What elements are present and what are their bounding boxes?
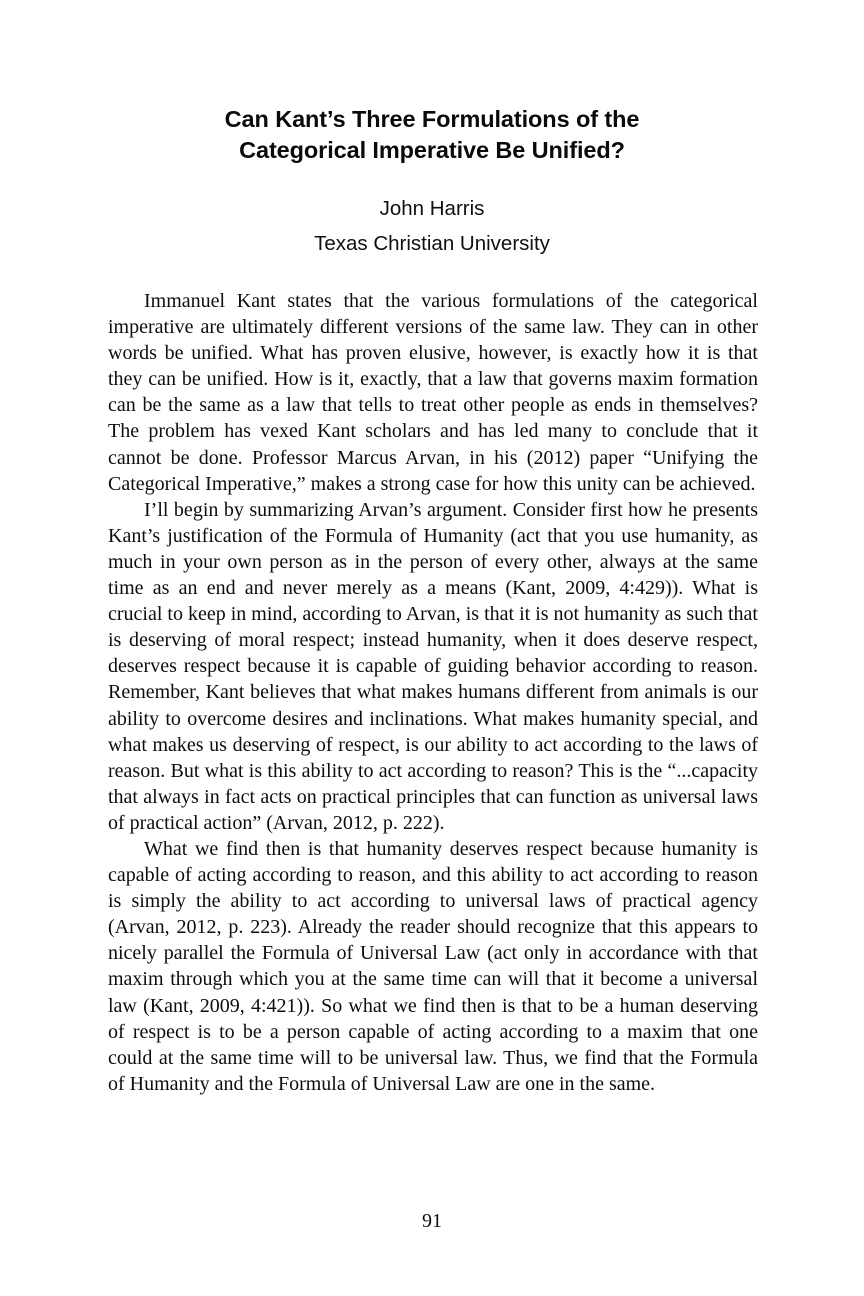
author-name: John Harris — [379, 197, 485, 220]
title-block — [108, 104, 756, 166]
byline-block — [108, 196, 756, 257]
body-paragraph: What we find then is that humanity deserves respect because humanity is capable of acting according to reason, and this ability to act according to reason is simply the ability to act according to universal laws of practical agency (Arvan, 2012, p. 223). Already the reader should recognize that this appears to nicely parallel the Formula of Universal Law (act only in accordance with that maxim through which you at the same time can will that it become a universal law (Kant, 2009, 4:421)). So what we find then is that to be a human deserving of respect is to be a person capable of acting according to a maxim that one could at the same time will to be universal law. Thus, we find that the Formula of Humanity and the Formula of Universal Law are one in the same. — [108, 837, 758, 1095]
body-text — [108, 288, 758, 1097]
body-paragraph: I’ll begin by summarizing Arvan’s argument. Consider first how he presents Kant’s justification of the Formula of Humanity (act that you use humanity, as much in your own person as in the person of every other, always at the same time as an end and never merely as a means (Kant, 2009, 4:429)). What is crucial to keep in mind, according to Arvan, is that it is not humanity as such that is deserving of moral respect; instead humanity, when it does deserve respect, deserves respect because it is capable of guiding behavior according to reason. Remember, Kant believes that what makes humans different from animals is our ability to overcome desires and inclinations. What makes humanity special, and what makes us deserving of respect, is our ability to act according to the laws of reason. But what is this ability to act according to reason? This is the “...capacity that always in fact acts on practical principles that can function as universal laws of practical action” (Arvan, 2012, p. 222). — [108, 498, 758, 834]
title-line-2: Categorical Imperative Be Unified? — [239, 137, 625, 163]
page-number: 91 — [422, 1210, 442, 1232]
author-affiliation: Texas Christian University — [314, 232, 550, 255]
title-line-1: Can Kant’s Three Formulations of the — [224, 106, 640, 132]
body-paragraph: Immanuel Kant states that the various formulations of the categorical imperative are ultimately different versions of the same law. They can in other words be unified. What has proven elusive, however, is exactly how it is that they can be unified. How is it, exactly, that a law that governs maxim formation can be the same as a law that tells to treat other people as ends in themselves? The problem has vexed Kant scholars and has led many to conclude that it cannot be done. Professor Marcus Arvan, in his (2012) paper “Unifying the Categorical Imperative,” makes a strong case for how this unity can be achieved. — [108, 290, 758, 495]
page-title — [108, 104, 756, 166]
